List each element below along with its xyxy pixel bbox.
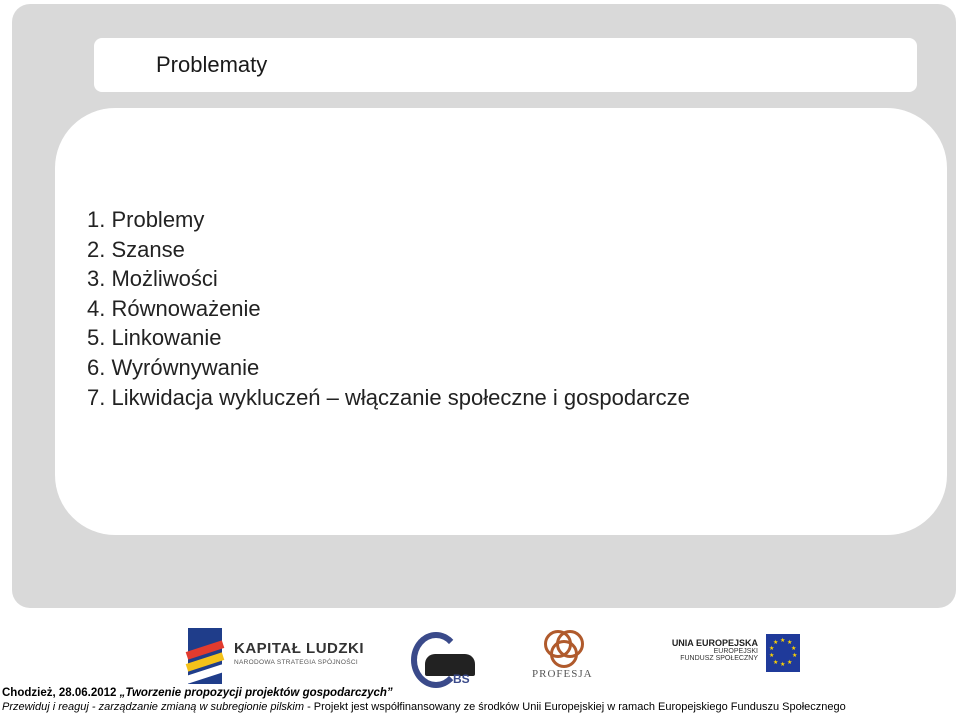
profesja-name: PROFESJA [532, 668, 593, 680]
list-item: 4. Równoważenie [87, 295, 261, 321]
content-panel [55, 108, 947, 535]
eu-line-1: UNIA EUROPEJSKA [671, 638, 758, 648]
cbs-text: BS [453, 672, 470, 686]
footer-event: „Tworzenie propozycji projektów gospodarczych” [116, 687, 393, 699]
footer-project-line [2, 701, 846, 713]
list-item: 3. Możliwości [87, 266, 218, 292]
logo-strip [0, 620, 959, 686]
slide-title: Problematy [156, 52, 268, 77]
footer-location-date: Chodzież, 28.06.2012 [2, 687, 117, 699]
footer-project-name: Przewiduj i reaguj - zarządzanie zmianą w subregionie pilskim [2, 701, 305, 713]
list-item: 2. Szanse [87, 236, 185, 262]
title-bar [94, 38, 917, 92]
footer-event-line [2, 687, 393, 699]
kapital-ludzki-flag-icon [188, 628, 222, 684]
kapital-ludzki-name: KAPITAŁ LUDZKI [234, 640, 365, 657]
eu-fund-text [640, 638, 758, 662]
eu-line-3: FUNDUSZ SPOŁECZNY [680, 655, 758, 662]
list-item: 1. Problemy [87, 207, 205, 232]
ring-icon [550, 640, 578, 668]
footer-funding: - Projekt jest współfinansowany ze środków Unii Europejskiej w ramach Europejskiego Funduszu Społecznego [304, 701, 846, 713]
list-item: 6. Wyrównywanie [87, 354, 260, 380]
eu-line-2: EUROPEJSKI [713, 648, 758, 655]
list-item: 7. Likwidacja wykluczeń – włączanie społeczne i gospodarcze [87, 384, 690, 410]
eu-flag-icon: ★ ★ ★ ★ ★ ★ ★ ★ ★ ★ [766, 634, 800, 672]
profesja-logo [530, 630, 600, 686]
kapital-ludzki-subtitle: NARODOWA STRATEGIA SPÓJNOŚCI [234, 659, 358, 666]
cbs-logo [411, 632, 479, 684]
kapital-ludzki-logo [234, 640, 364, 666]
topic-list [87, 205, 690, 412]
list-item: 5. Linkowanie [87, 325, 222, 351]
